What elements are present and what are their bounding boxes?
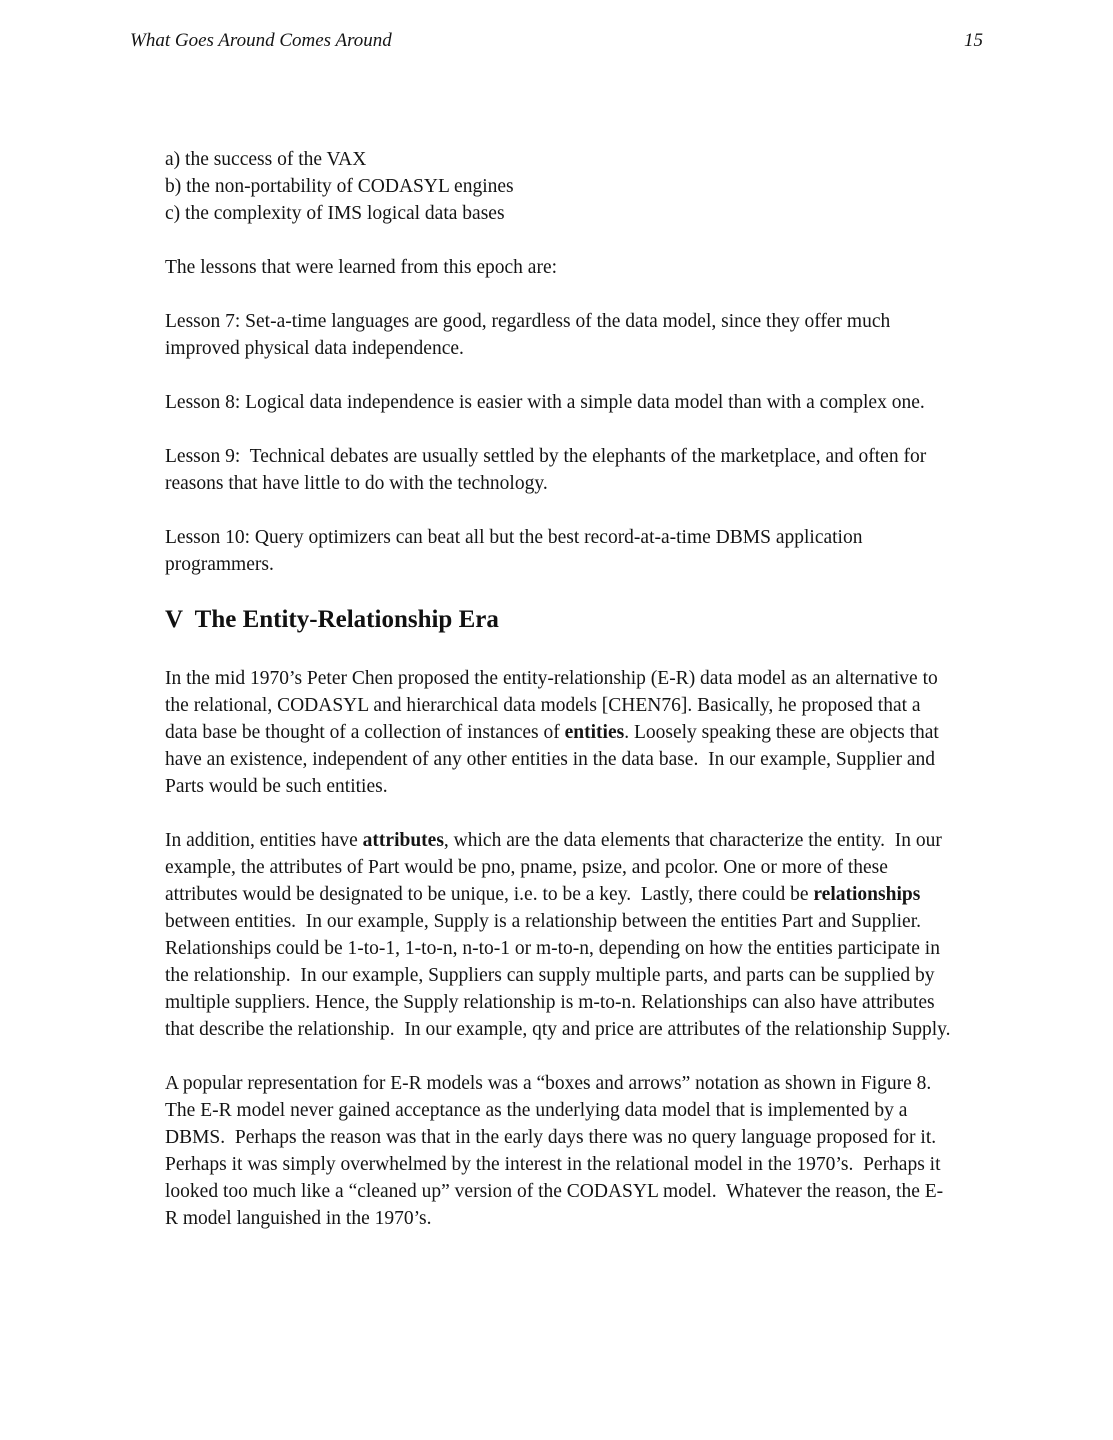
er-1-bold-entities: entities xyxy=(564,722,625,743)
paragraph-lesson-7: Lesson 7: Set-a-time languages are good, regardless of the data model, since they offer much improved physical data independence. xyxy=(165,311,896,359)
er-2-run-4: between entities. In our example, Supply is a relationship between the entities Part and Supplier. Relationships could be 1-to-1, 1-to-n, n-to-1 or m-to-n, depending on how the entities participate in the relationship. In our example, Suppliers can supply multiple parts, and parts can be supplied by multiple suppliers. Hence, the Supply relationship is m-to-n. Relationships can also have attributes that describe the relationship. In our example, qty and price are attributes of the relationship Supply. xyxy=(165,884,951,1040)
paragraph-lesson-9: Lesson 9: Technical debates are usually settled by the elephants of the marketplace, and often for reasons that have little to do with the technology. xyxy=(165,446,932,494)
er-2-run-2: , which are the data elements that characterize the entity. In our example, the attributes of Part would be pno, pname, psize, and pcolor. One or more of these attributes would be designated to be unique, i.e. to be a key. Lastly, there could be xyxy=(165,830,947,905)
paragraph-er-1 xyxy=(165,665,955,800)
er-2-bold-relationships: relationships xyxy=(813,884,921,905)
paragraph-lesson-10: Lesson 10: Query optimizers can beat all but the best record-at-a-time DBMS application programmers. xyxy=(165,527,868,575)
paragraph-lessons-intro: The lessons that were learned from this epoch are: xyxy=(165,257,558,278)
cause-list xyxy=(165,146,955,227)
paragraph-lesson-8: Lesson 8: Logical data independence is easier with a simple data model than with a complex one. xyxy=(165,392,925,413)
page-number: 15 xyxy=(964,30,983,51)
er-2-run-0: In addition, entities have xyxy=(165,830,363,851)
paragraph-er-3: A popular representation for E-R models was a “boxes and arrows” notation as shown in Figure 8. The E-R model never gained acceptance as the underlying data model that is implemented by a DBMS. Perhaps the reason was that in the early days there was no query language proposed for it. Perhaps it was simply overwhelmed by the interest in the relational model in the 1970’s. Perhaps it looked too much like a “cleaned up” version of the CODASYL model. Whatever the reason, the E-R model languished in the 1970’s. xyxy=(165,1073,946,1229)
section-heading: V The Entity-Relationship Era xyxy=(165,606,499,633)
running-title: What Goes Around Comes Around xyxy=(130,30,392,51)
paragraph-er-2 xyxy=(165,827,955,1043)
page-header xyxy=(130,30,983,52)
list-item-a: a) the success of the VAX xyxy=(165,149,367,170)
list-item-b: b) the non-portability of CODASYL engines xyxy=(165,176,514,197)
er-2-bold-attributes: attributes xyxy=(362,830,444,851)
er-1-run-2: . Loosely speaking these are objects that have an existence, independent of any other entities in the data base. In our example, Supplier and Parts would be such entities. xyxy=(165,722,944,797)
er-1-run-0: In the mid 1970’s Peter Chen proposed the entity-relationship (E-R) data model as an alternative to the relational, CODASYL and hierarchical data models [CHEN76]. Basically, he proposed that a data base be thought of a collection of instances of xyxy=(165,668,943,743)
list-item-c: c) the complexity of IMS logical data bases xyxy=(165,203,505,224)
page-content xyxy=(165,146,955,1259)
